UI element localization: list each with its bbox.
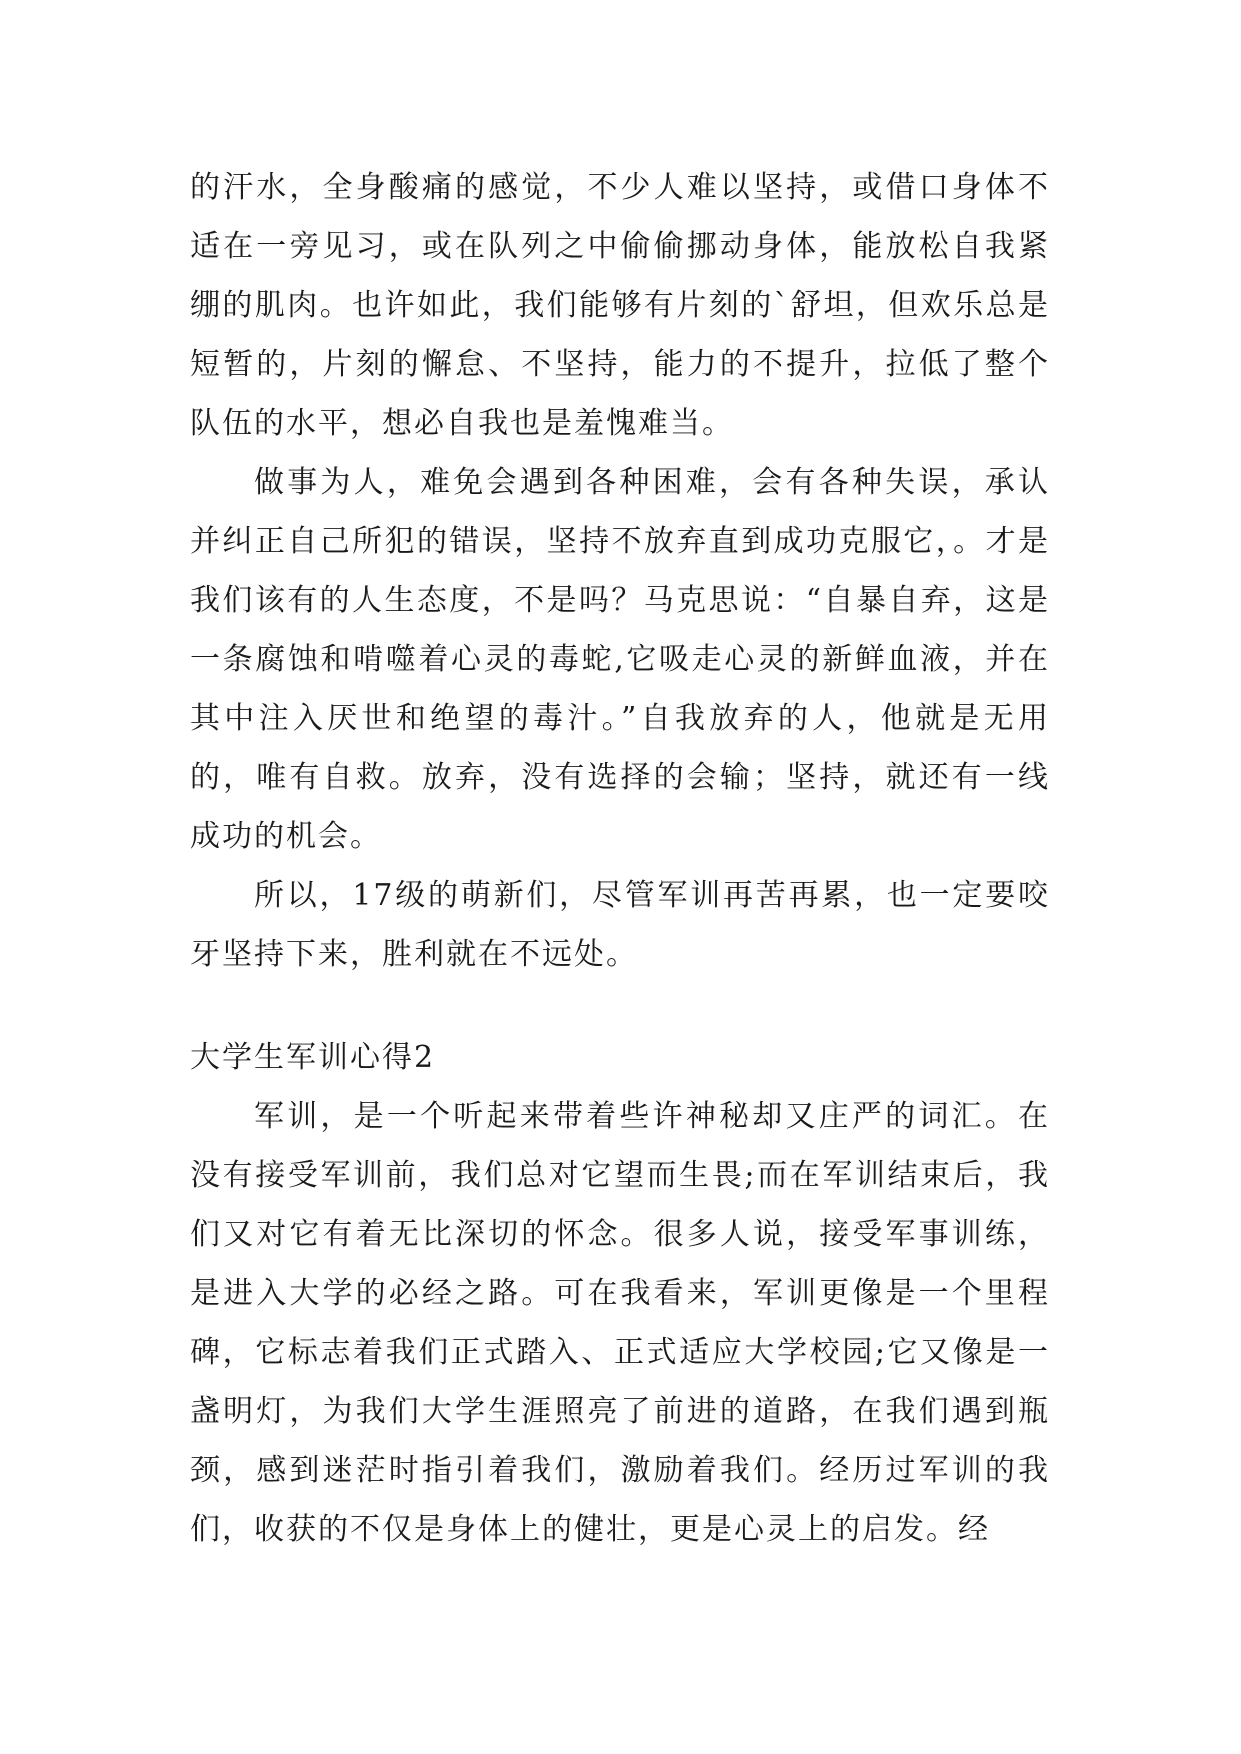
section-gap bbox=[190, 984, 1050, 1028]
paragraph-1: 的汗水，全身酸痛的感觉，不少人难以坚持，或借口身体不适在一旁见习，或在队列之中偷偷挪动身体，能放松自我紧绷的肌肉。也许如此，我们能够有片刻的`舒坦，但欢乐总是短暂的，片刻的懈怠、不坚持，能力的不提升，拉低了整个队伍的水平，想必自我也是羞愧难当。 bbox=[190, 170, 1050, 441]
section-title: 大学生军训心得2 bbox=[190, 1040, 436, 1075]
paragraph-4: 军训，是一个听起来带着些许神秘却又庄严的词汇。在没有接受军训前，我们总对它望而生畏;而在军训结束后，我们又对它有着无比深切的怀念。很多人说，接受军事训练，是进入大学的必经之路。可在我看来，军训更像是一个里程碑，它标志着我们正式踏入、正式适应大学校园;它又像是一盏明灯，为我们大学生涯照亮了前进的道路，在我们遇到瓶颈，感到迷茫时指引着我们，激励着我们。经历过军训的我们，收获的不仅是身体上的健壮，更是心灵上的启发。经 bbox=[190, 1099, 1050, 1547]
paragraph-3: 所以，17级的萌新们，尽管军训再苦再累，也一定要咬牙坚持下来，胜利就在不远处。 bbox=[190, 878, 1050, 972]
document-page bbox=[190, 158, 1050, 1559]
paragraph-2: 做事为人，难免会遇到各种困难，会有各种失误，承认并纠正自己所犯的错误，坚持不放弃直到成功克服它，。才是我们该有的人生态度，不是吗？马克思说：“自暴自弃，这是一条腐蚀和啃噬着心灵的毒蛇,它吸走心灵的新鲜血液，并在其中注入厌世和绝望的毒汁。”自我放弃的人，他就是无用的，唯有自救。放弃，没有选择的会输；坚持，就还有一线成功的机会。 bbox=[190, 465, 1050, 854]
